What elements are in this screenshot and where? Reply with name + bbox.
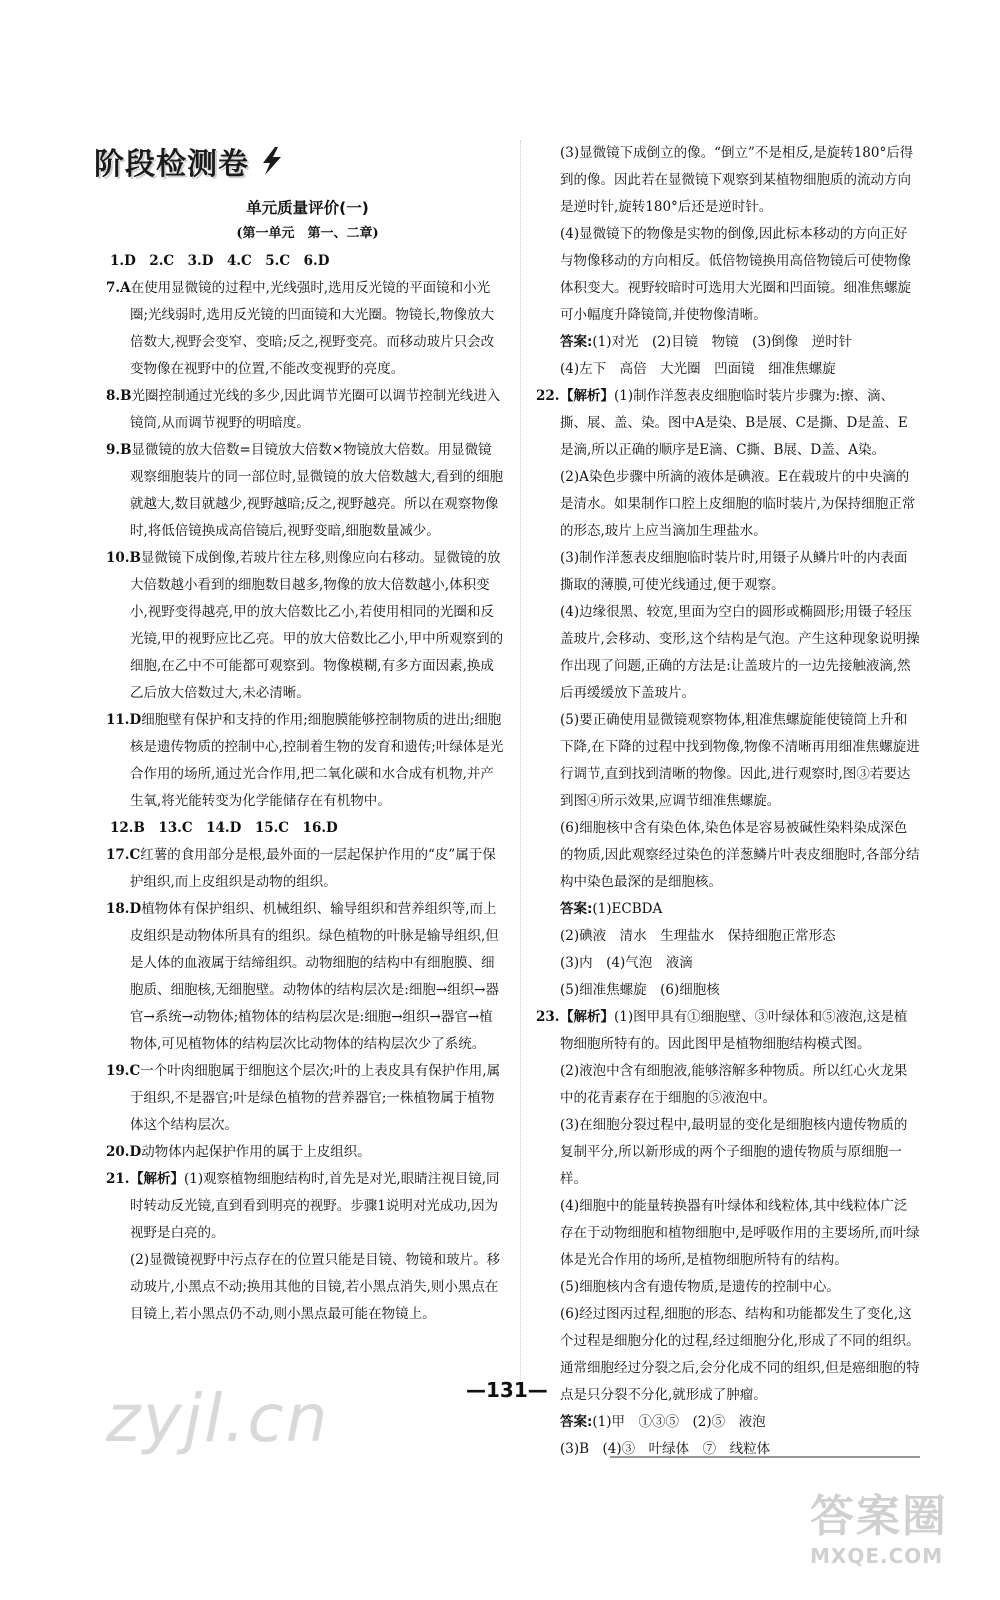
unit-subtitle: (第一单元 第一、二章) bbox=[236, 226, 379, 241]
answer-label: 答案: bbox=[560, 901, 593, 917]
banner-title: 阶段检测卷 bbox=[94, 147, 249, 182]
answer-text: (1)甲 ①③⑤ (2)⑤ 液泡 bbox=[592, 1414, 766, 1430]
item-number: 20.D bbox=[106, 1144, 142, 1160]
answer-text: (1)ECBDA bbox=[592, 901, 663, 917]
item-number: 18.D bbox=[106, 901, 142, 917]
page-number: —131— bbox=[466, 1378, 548, 1402]
answers-12-16: 12.B 13.C 14.D 15.C 16.D bbox=[110, 820, 338, 836]
watermark-domain: MXQE.COM bbox=[810, 1544, 944, 1568]
analysis-paragraph: (2)显微镜视野中污点存在的位置只能是目镜、物镜和玻片。移动玻片,小黑点不动;换用其他的目镜,若小黑点消失,则小黑点在目镜上,若小黑点仍不动,则小黑点最可能在物镜上。 bbox=[130, 1252, 501, 1322]
analysis-paragraph: (5)要正确使用显微镜观察物体,粗准焦螺旋能使镜筒上升和下降,在下降的过程中找到物像,物像不清晰再用细准焦螺旋进行调节,直到找到清晰的物像。因此,进行观察时,图③若要达到图④所示效果,应调节细准焦螺旋。 bbox=[560, 712, 920, 809]
item-number: 21. bbox=[106, 1171, 130, 1187]
answer-item bbox=[106, 1058, 505, 1139]
column-divider bbox=[520, 140, 521, 1380]
analysis-paragraph: (6)细胞核中含有染色体,染色体是容易被碱性染料染成深色的物质,因此观察经过染色的洋葱鳞片叶表皮细胞时,各部分结构中染色最深的是细胞核。 bbox=[560, 820, 920, 890]
analysis-paragraph: (4)细胞中的能量转换器有叶绿体和线粒体,其中线粒体广泛存在于动物细胞和植物细胞中,是呼吸作用的主要场所,而叶绿体是光合作用的场所,是植物细胞所特有的结构。 bbox=[560, 1198, 920, 1268]
item-text: 植物体有保护组织、机械组织、输导组织和营养组织等,而上皮组织是动物体所具有的组织。绿色植物的叶脉是输导组织,但是人体的血液属于结缔组织。动物细胞的结构中有细胞膜、细胞质、细胞核,无细胞壁。动物体的结构层次是:细胞→组织→器官→系统→动物体;植物体的结构层次是:细胞→组织→器官→植物体,可见植物体的结构层次比动物体的结构层次少了系统。 bbox=[130, 901, 499, 1052]
item-text: 显微镜下成倒像,若玻片往左移,则像应向右移动。显微镜的放大倍数越小看到的细胞数目越多,物像的放大倍数越小,体积变小,视野变得越亮,甲的放大倍数比乙小,若使用相同的光圈和反光镜,甲的视野应比乙亮。甲的放大倍数比乙小,甲中所观察到的细胞,在乙中不可能都可观察到。物像模糊,有多方面因素,换成乙后放大倍数过大,未必清晰。 bbox=[130, 550, 504, 701]
analysis-paragraph: (5)细胞核内含有遗传物质,是遗传的控制中心。 bbox=[560, 1279, 840, 1295]
answer-line: (2)碘液 清水 生理盐水 保持细胞正常形态 bbox=[560, 928, 836, 944]
lightning-bolt-icon bbox=[253, 143, 289, 179]
answer-item bbox=[106, 275, 505, 383]
answer-line: (3)B (4)③ 叶绿体 ⑦ 线粒体 bbox=[560, 1441, 771, 1457]
analysis-paragraph: (6)经过图丙过程,细胞的形态、结构和功能都发生了变化,这个过程是细胞分化的过程,经过细胞分化,形成了不同的组织。通常细胞经过分裂之后,会分化成不同的组织,但是癌细胞的特点是只分裂不分化,就形成了肿瘤。 bbox=[560, 1306, 920, 1403]
answer-line: (4)左下 高倍 大光圈 凹面镜 细准焦螺旋 bbox=[560, 361, 836, 377]
item-text: 细胞壁有保护和支持的作用;细胞膜能够控制物质的进出;细胞核是遗传物质的控制中心,控制着生物的发育和遗传;叶绿体是光合作用的场所,通过光合作用,把二氧化碳和水合成有机物,并产生氧,将光能转变为化学能储存在有机物中。 bbox=[130, 712, 504, 809]
analysis-paragraph: (4)边缘很黑、较宽,里面为空白的圆形或椭圆形;用镊子轻压盖玻片,会移动、变形,这个结构是气泡。产生这种现象说明操作出现了问题,正确的方法是:让盖玻片的一边先接触液滴,然后再缓缓放下盖玻片。 bbox=[560, 604, 920, 701]
answer-item bbox=[106, 545, 505, 707]
analysis-paragraph: (3)显微镜下成倒立的像。“倒立”不是相反,是旋转180°后得到的像。因此若在显微镜下观察到某植物细胞质的流动方向是逆时针,旋转180°后还是逆时针。 bbox=[560, 145, 914, 215]
section-banner bbox=[94, 139, 289, 183]
analysis-paragraph: (4)显微镜下的物像是实物的倒像,因此标本移动的方向正好与物像移动的方向相反。低倍物镜换用高倍物镜后可使物像体积变大。视野较暗时可选用大光圈和凹面镜。细准焦螺旋可小幅度升降镜筒,并使物像清晰。 bbox=[560, 226, 911, 323]
item-number: 17.C bbox=[106, 847, 141, 863]
item-number: 11.D bbox=[106, 712, 142, 728]
item-text: 显微镜的放大倍数=目镜放大倍数×物镜放大倍数。用显微镜观察细胞装片的同一部位时,显微镜的放大倍数越大,看到的细胞就越大,数目就越少,视野越暗;反之,视野越亮。所以在观察物像时,将低倍镜换成高倍镜后,视野变暗,细胞数量减少。 bbox=[130, 442, 504, 539]
item-text: 光圈控制通过光线的多少,因此调节光圈可以调节控制光线进入镜筒,从而调节视野的明暗度。 bbox=[130, 388, 501, 431]
answer-line bbox=[540, 896, 920, 923]
answer-item bbox=[106, 437, 505, 545]
answer-item bbox=[106, 383, 505, 437]
item-text: 在使用显微镜的过程中,光线强时,选用反光镜的平面镜和小光圈;光线弱时,选用反光镜的凹面镜和大光圈。物镜长,物像放大倍数大,视野会变窄、变暗;反之,视野变亮。而移动玻片只会改变物像在视野中的位置,不能改变视野的亮度。 bbox=[130, 280, 495, 377]
item-number: 22. bbox=[536, 388, 560, 404]
item-text: (1)观察植物细胞结构时,首先是对光,眼睛注视目镜,同时转动反光镜,直到看到明亮的视野。步骤1说明对光成功,因为视野是白亮的。 bbox=[130, 1171, 500, 1241]
item-number: 23. bbox=[536, 1009, 560, 1025]
analysis-paragraph: (2)A染色步骤中所滴的液体是碘液。E在载玻片的中央滴的是清水。如果制作口腔上皮细胞的临时装片,为保持细胞正常的形态,玻片上应当滴加生理盐水。 bbox=[560, 469, 916, 539]
item-number: 7.A bbox=[106, 280, 131, 296]
answer-line bbox=[540, 329, 920, 356]
watermark-logo-text: 答案圈 bbox=[810, 1491, 948, 1542]
answer-item bbox=[106, 707, 505, 815]
answer-line: (3)内 (4)气泡 液滴 bbox=[560, 955, 693, 971]
answer-item bbox=[106, 1166, 505, 1247]
answer-label: 答案: bbox=[560, 1414, 593, 1430]
answer-text: (1)对光 (2)目镜 物镜 (3)倒像 逆时针 bbox=[592, 334, 853, 350]
answer-label: 答案: bbox=[560, 334, 593, 350]
analysis-label: 【解析】 bbox=[130, 1171, 184, 1187]
analysis-paragraph: (3)制作洋葱表皮细胞临时装片时,用镊子从鳞片叶的内表面撕取的薄膜,可使光线通过,便于观察。 bbox=[560, 550, 908, 593]
analysis-label: 【解析】 bbox=[560, 1009, 614, 1025]
footer-rule bbox=[610, 1456, 920, 1458]
item-number: 8.B bbox=[106, 388, 132, 404]
left-column bbox=[106, 194, 505, 1328]
analysis-paragraph: (2)液泡中含有细胞液,能够溶解多种物质。所以红心火龙果中的花青素存在于细胞的⑤液泡中。 bbox=[560, 1063, 908, 1106]
item-text: (1)制作洋葱表皮细胞临时装片步骤为:擦、滴、撕、展、盖、染。图中A是染、B是展、C是撕、D是盖、E是滴,所以正确的顺序是E滴、C撕、B展、D盖、A染。 bbox=[560, 388, 908, 458]
item-number: 9.B bbox=[106, 442, 132, 458]
item-number: 19.C bbox=[106, 1063, 141, 1079]
answer-item bbox=[536, 383, 920, 464]
answers-1-6: 1.D 2.C 3.D 4.C 5.C 6.D bbox=[110, 253, 330, 269]
analysis-paragraph: (3)在细胞分裂过程中,最明显的变化是细胞核内遗传物质的复制平分,所以新形成的两个子细胞的遗传物质与原细胞一样。 bbox=[560, 1117, 908, 1187]
analysis-label: 【解析】 bbox=[560, 388, 614, 404]
item-text: 一个叶肉细胞属于细胞这个层次;叶的上表皮具有保护作用,属于组织,不是器官;叶是绿色植物的营养器官;一株植物属于植物体这个结构层次。 bbox=[130, 1063, 501, 1133]
item-text: 动物体内起保护作用的属于上皮组织。 bbox=[141, 1144, 371, 1160]
answer-line bbox=[540, 1409, 920, 1436]
right-column bbox=[536, 140, 920, 1463]
item-text: (1)图甲具有①细胞壁、③叶绿体和⑤液泡,这是植物细胞所特有的。因此图甲是植物细胞结构模式图。 bbox=[560, 1009, 908, 1052]
answer-item bbox=[106, 1139, 505, 1166]
watermark-left: zyjl.cn bbox=[106, 1380, 330, 1457]
answer-item bbox=[536, 1004, 920, 1058]
answer-line: (5)细准焦螺旋 (6)细胞核 bbox=[560, 982, 720, 998]
watermark-right bbox=[810, 1480, 990, 1580]
item-number: 10.B bbox=[106, 550, 141, 566]
item-text: 红薯的食用部分是根,最外面的一层起保护作用的“皮”属于保护组织,而上皮组织是动物的组织。 bbox=[130, 847, 496, 890]
answer-item bbox=[106, 842, 505, 896]
answer-item bbox=[106, 896, 505, 1058]
unit-title: 单元质量评价(一) bbox=[246, 199, 369, 217]
